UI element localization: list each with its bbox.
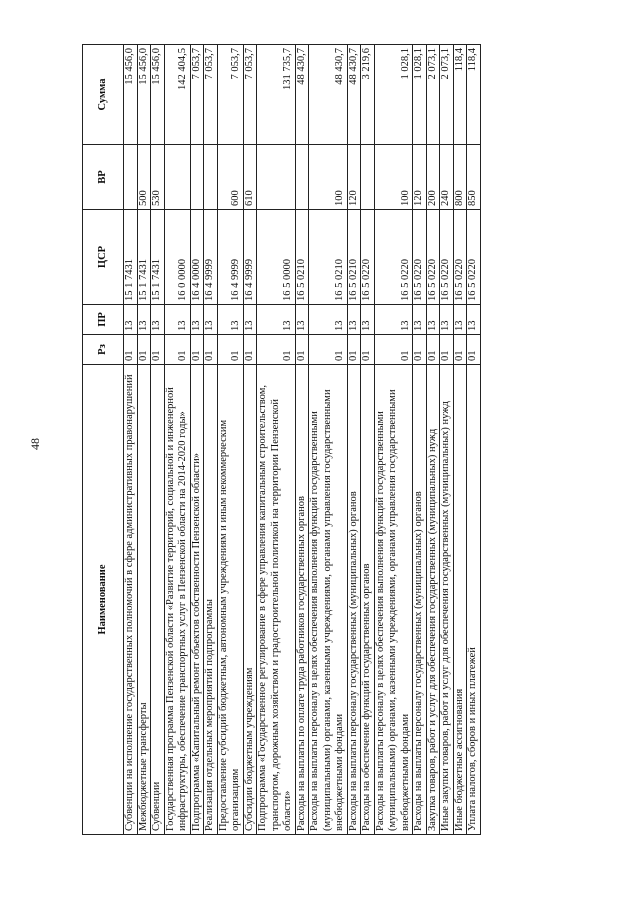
cell-name: Уплата налогов, сборов и иных платежей [467,365,481,835]
cell-vr [124,145,138,210]
table-row [243,45,257,835]
cell-name: Межбюджетные трансферты [137,365,151,835]
cell-sum: 1 028,1 [413,45,427,145]
cell-csr: 16 5 0210 [309,210,348,305]
table-row [217,45,243,835]
cell-pr: 13 [190,305,204,335]
cell-vr: 240 [440,145,454,210]
cell-vr [295,145,309,210]
cell-name: Подпрограмма «Государственное регулирование в сфере управления капитальным строительством, транспортом, дорожным хозяйством и градостроительной политикой на территории Пензенской области» [257,365,296,835]
cell-rz: 01 [413,335,427,365]
cell-pr: 13 [426,305,440,335]
cell-name: Расходы на выплаты по оплате труда работников государственных органов [295,365,309,835]
table-row [309,45,348,835]
cell-rz: 01 [426,335,440,365]
cell-csr: 16 5 0220 [453,210,467,305]
cell-sum: 7 053,7 [243,45,257,145]
cell-name: Расходы на выплаты персоналу государственных (муниципальных) органов [347,365,361,835]
header-name: Наименование [83,365,124,835]
rotated-page [82,45,577,835]
cell-csr: 16 5 0220 [440,210,454,305]
cell-vr [164,145,190,210]
cell-csr: 16 5 0220 [467,210,481,305]
cell-name: Закупка товаров, работ и услуг для обеспечения государственных (муниципальных) нужд [426,365,440,835]
cell-sum: 7 053,7 [204,45,218,145]
cell-sum: 48 430,7 [309,45,348,145]
cell-name: Иные закупки товаров, работ и услуг для обеспечения государственных (муниципальных) нужд [440,365,454,835]
cell-rz: 01 [361,335,375,365]
table-row [426,45,440,835]
cell-name: Расходы на выплаты персоналу в целях обеспечения выполнения функций государственными (муниципальными) органами, казенными учреждениями, органами управления государственными внебюджетными фондами [309,365,348,835]
cell-rz: 01 [190,335,204,365]
table-row [124,45,138,835]
cell-rz: 01 [440,335,454,365]
cell-vr: 800 [453,145,467,210]
cell-name: Предоставление субсидий бюджетным, автономным учреждениям и иным некоммерческим организациям [217,365,243,835]
cell-rz: 01 [137,335,151,365]
cell-sum: 131 735,7 [257,45,296,145]
table-row [257,45,296,835]
cell-rz: 01 [217,335,243,365]
table-header-row [83,45,124,835]
cell-vr: 610 [243,145,257,210]
cell-pr: 13 [243,305,257,335]
cell-csr: 15 1 7431 [151,210,165,305]
cell-name: Реализация отдельных мероприятий подпрограммы [204,365,218,835]
cell-csr: 16 5 0220 [413,210,427,305]
cell-name: Подпрограмма «Капитальный ремонт объектов собственности Пензенской области» [190,365,204,835]
cell-pr: 13 [413,305,427,335]
table-row [190,45,204,835]
cell-pr: 13 [467,305,481,335]
cell-vr [361,145,375,210]
cell-csr: 16 4 9999 [204,210,218,305]
header-vr: ВР [83,145,124,210]
table-row [204,45,218,835]
header-csr: ЦСР [83,210,124,305]
cell-vr [190,145,204,210]
cell-name: Субсидии бюджетным учреждениям [243,365,257,835]
table-row [440,45,454,835]
cell-csr: 16 5 0220 [374,210,413,305]
cell-vr [257,145,296,210]
page-number: 48 [28,438,42,450]
cell-sum: 48 430,7 [347,45,361,145]
cell-rz: 01 [151,335,165,365]
cell-pr: 13 [453,305,467,335]
table-row [151,45,165,835]
cell-vr: 120 [347,145,361,210]
cell-pr: 13 [151,305,165,335]
cell-sum: 142 404,5 [164,45,190,145]
cell-pr: 13 [361,305,375,335]
table-row [137,45,151,835]
cell-vr: 850 [467,145,481,210]
cell-rz: 01 [204,335,218,365]
cell-sum: 7 053,7 [190,45,204,145]
cell-sum: 3 219,6 [361,45,375,145]
cell-pr: 13 [164,305,190,335]
cell-csr: 16 5 0000 [257,210,296,305]
cell-vr: 100 [374,145,413,210]
cell-csr: 16 5 0210 [347,210,361,305]
cell-rz: 01 [164,335,190,365]
cell-csr: 16 5 0220 [361,210,375,305]
budget-table [82,44,481,835]
cell-csr: 15 1 7431 [137,210,151,305]
cell-csr: 15 1 7431 [124,210,138,305]
cell-sum: 118,4 [453,45,467,145]
cell-pr: 13 [347,305,361,335]
cell-name: Иные бюджетные ассигнования [453,365,467,835]
cell-rz: 01 [453,335,467,365]
cell-sum: 48 430,7 [295,45,309,145]
cell-pr: 13 [204,305,218,335]
table-row [295,45,309,835]
cell-csr: 16 5 0220 [426,210,440,305]
cell-csr: 16 4 0000 [190,210,204,305]
cell-vr: 500 [137,145,151,210]
header-rz: Рз [83,335,124,365]
cell-rz: 01 [257,335,296,365]
table-row [374,45,413,835]
cell-name: Субвенции [151,365,165,835]
table-row [453,45,467,835]
cell-csr: 16 4 9999 [243,210,257,305]
cell-name: Расходы на выплаты персоналу в целях обеспечения выполнения функций государственными (муниципальными) органами, казенными учреждениями, органами управления государственными внебюджетными фондами [374,365,413,835]
cell-rz: 01 [467,335,481,365]
cell-csr: 16 5 0210 [295,210,309,305]
cell-vr: 120 [413,145,427,210]
header-pr: ПР [83,305,124,335]
cell-vr: 530 [151,145,165,210]
cell-csr: 16 4 9999 [217,210,243,305]
cell-sum: 15 456,0 [151,45,165,145]
cell-sum: 7 053,7 [217,45,243,145]
cell-rz: 01 [243,335,257,365]
cell-rz: 01 [347,335,361,365]
table-row [347,45,361,835]
cell-vr [204,145,218,210]
header-sum: Сумма [83,45,124,145]
cell-pr: 13 [440,305,454,335]
cell-rz: 01 [309,335,348,365]
cell-pr: 13 [374,305,413,335]
cell-name: Расходы на выплаты персоналу государственных (муниципальных) органов [413,365,427,835]
cell-vr: 600 [217,145,243,210]
cell-vr: 200 [426,145,440,210]
cell-name: Государственная программа Пензенской области «Развитие территорий, социальной и инженерной инфраструктуры, обеспечение транспортных услуг в Пензенской области на 2014-2020 годы» [164,365,190,835]
cell-sum: 2 073,1 [426,45,440,145]
cell-pr: 13 [309,305,348,335]
cell-rz: 01 [124,335,138,365]
cell-rz: 01 [295,335,309,365]
cell-sum: 2 073,1 [440,45,454,145]
cell-pr: 13 [124,305,138,335]
table-row [467,45,481,835]
table-row [164,45,190,835]
cell-vr: 100 [309,145,348,210]
cell-name: Расходы на обеспечение функций государственных органов [361,365,375,835]
cell-rz: 01 [374,335,413,365]
table-row [361,45,375,835]
cell-pr: 13 [295,305,309,335]
cell-pr: 13 [137,305,151,335]
cell-pr: 13 [217,305,243,335]
cell-sum: 1 028,1 [374,45,413,145]
cell-sum: 15 456,0 [124,45,138,145]
cell-sum: 118,4 [467,45,481,145]
cell-pr: 13 [257,305,296,335]
cell-csr: 16 0 0000 [164,210,190,305]
table-row [413,45,427,835]
cell-name: Субвенции на исполнение государственных полномочий в сфере административных правонарушений [124,365,138,835]
cell-sum: 15 456,0 [137,45,151,145]
